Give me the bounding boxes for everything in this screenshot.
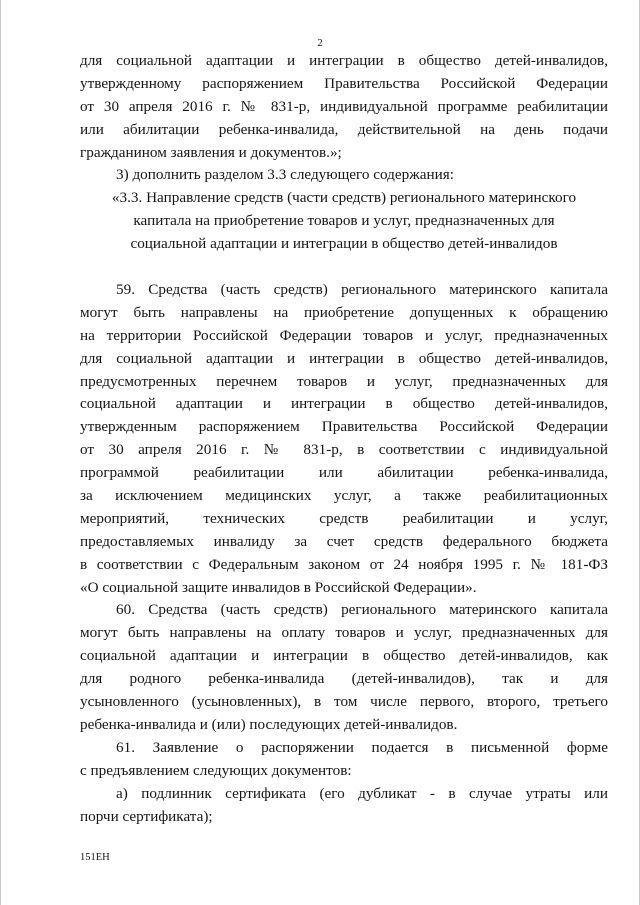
text-line: гражданином заявления и документов.»; <box>80 143 342 161</box>
text-line: в соответствии с Федеральным законом от 24 ноября 1995 г. № 181-ФЗ <box>80 555 608 573</box>
text-line: утвержденным распоряжением Правительства Российской Федерации <box>80 418 608 436</box>
section-heading-line: «3.3. Направление средств (части средств) регионального материнского <box>111 189 577 207</box>
text-line: а) подлинник сертификата (его дубликат - в случае утраты или <box>116 784 608 802</box>
text-line: могут быть направлены на приобретение допущенных к обращению <box>80 303 608 321</box>
section-heading-line: капитала на приобретение товаров и услуг, предназначенных для <box>133 212 555 230</box>
text-line: порчи сертификата); <box>80 807 213 825</box>
text-line: для социальной адаптации и интеграции в общество детей-инвалидов, <box>80 52 608 69</box>
text-line: социальной адаптации и интеграции в общество детей-инвалидов, <box>80 395 608 413</box>
text-line: 3) дополнить разделом 3.3 следующего содержания: <box>116 166 454 184</box>
text-line: для родного ребенка-инвалида (детей-инвалидов), так и для <box>80 670 608 688</box>
text-line: 59. Средства (часть средств) регионального материнского капитала <box>116 281 608 299</box>
text-line: для социальной адаптации и интеграции в общество детей-инвалидов, <box>80 349 608 367</box>
page-number: 2 <box>317 37 323 49</box>
text-line: на территории Российской Федерации товаров и услуг, предназначенных <box>80 326 608 344</box>
text-line: за исключением медицинских услуг, а также реабилитационных <box>80 487 608 505</box>
text-line: или абилитации ребенка-инвалида, действительной на день подачи <box>80 120 608 138</box>
text-line: предусмотренных перечнем товаров и услуг, предназначенных для <box>80 372 608 390</box>
text-line: 60. Средства (часть средств) регионального материнского капитала <box>116 601 608 619</box>
document-body <box>80 50 608 828</box>
text-line: программой реабилитации или абилитации ребенка-инвалида, <box>80 464 608 482</box>
text-line: от 30 апреля 2016 г. № 831-р, индивидуальной программе реабилитации <box>80 97 608 115</box>
text-line: ребенка-инвалида и (или) последующих детей-инвалидов. <box>80 715 458 733</box>
text-line: могут быть направлены на оплату товаров и услуг, предназначенных для <box>80 624 608 642</box>
blank-line <box>80 256 608 279</box>
text-line: 61. Заявление о распоряжении подается в письменной форме <box>116 738 608 756</box>
text-line: социальной адаптации и интеграции в общество детей-инвалидов, как <box>80 647 608 665</box>
text-line: «О социальной защите инвалидов в Российской Федерации». <box>80 578 477 596</box>
page-left-edge <box>0 0 1 905</box>
document-code: 151ЕН <box>80 852 110 863</box>
text-line: от 30 апреля 2016 г. № 831-р, в соответствии с индивидуальной <box>80 441 608 459</box>
section-heading-line: социальной адаптации и интеграции в общество детей-инвалидов <box>130 235 558 253</box>
text-line: предоставляемых инвалиду за счет средств федерального бюджета <box>80 532 608 550</box>
text-line: с предъявлением следующих документов: <box>80 761 352 779</box>
text-line: мероприятий, технических средств реабилитации и услуг, <box>80 509 608 527</box>
text-line: усыновленного (усыновленных), в том числе первого, второго, третьего <box>80 693 608 711</box>
text-line: утвержденному распоряжением Правительства Российской Федерации <box>80 74 608 92</box>
